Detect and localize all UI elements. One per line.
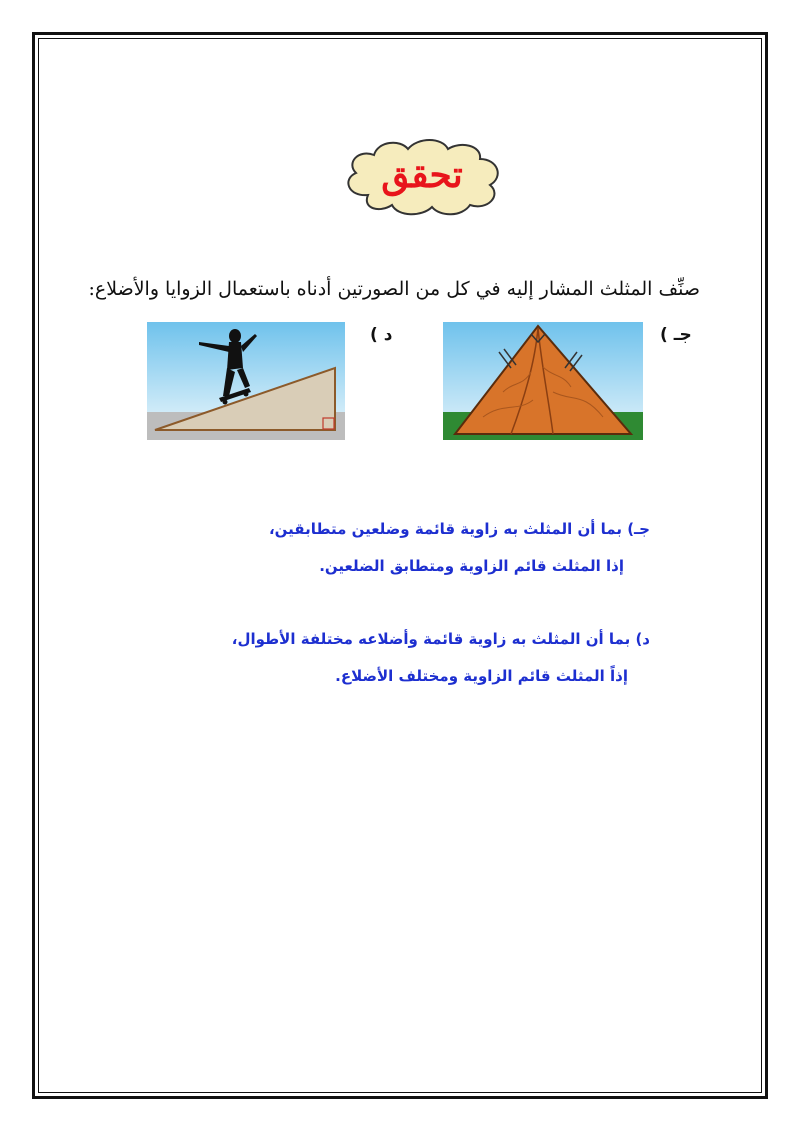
answer-d-line2: إذاً المثلث قائم الزاوية ومختلف الأضلاع. xyxy=(335,667,628,685)
answer-d-line1: د) بما أن المثلث به زاوية قائمة وأضلاعه مختلفة الأطوال، xyxy=(231,630,650,648)
skateboard-ramp-picture xyxy=(147,322,345,440)
answer-c-line2: إذا المثلث قائم الزاوية ومتطابق الضلعين. xyxy=(319,557,624,575)
tent-picture xyxy=(443,322,643,440)
answer-c-line1: جـ) بما أن المثلث به زاوية قائمة وضلعين متطابقين، xyxy=(268,520,650,538)
exercise-instruction: صنِّف المثلث المشار إليه في كل من الصورتين أدناه باستعمال الزوايا والأضلاع: xyxy=(88,278,700,300)
figure-label-c: جـ ) xyxy=(660,325,692,345)
figure-label-d: د ) xyxy=(370,325,393,345)
check-title: تحقق xyxy=(381,154,463,196)
